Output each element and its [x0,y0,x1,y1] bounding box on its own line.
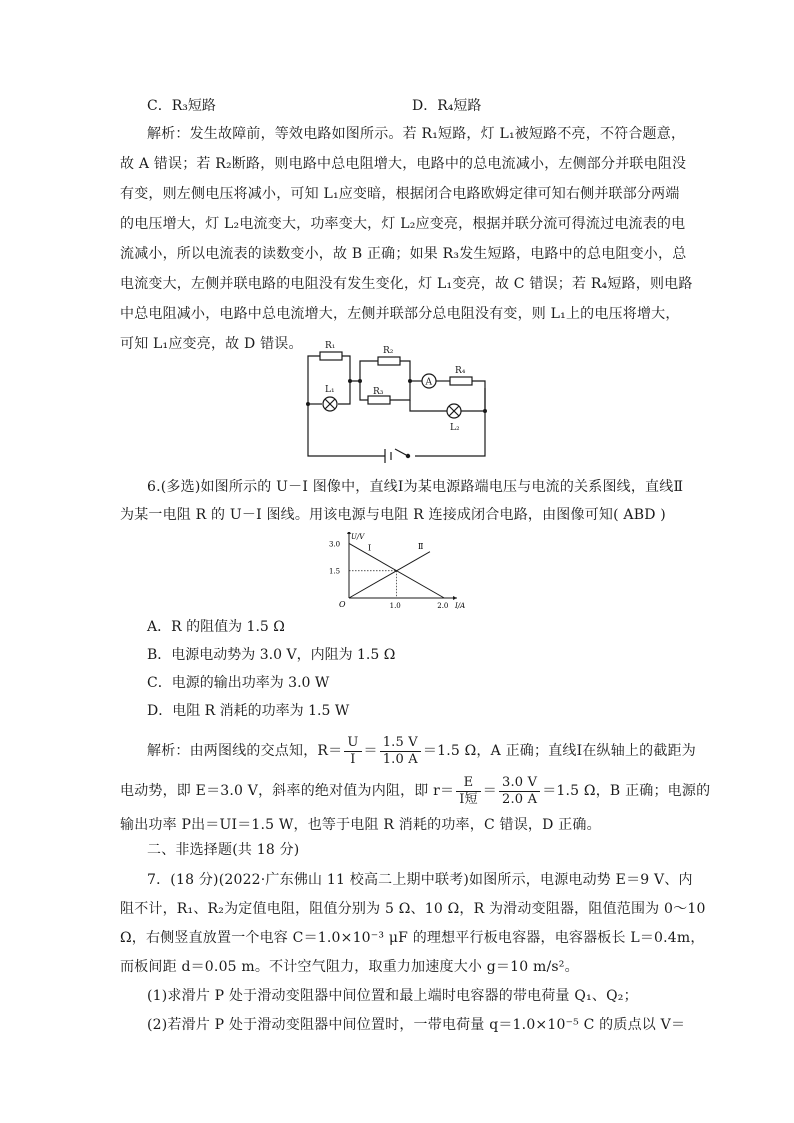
x-tick-label: 1.0 [389,602,401,610]
analysis5-line: 有变，则左侧电压将减小，可知 L₁应变暗，根据闭合电路欧姆定律可知右侧并联部分两端 [120,186,680,202]
q6-option-a: A．R 的阻值为 1.5 Ω [147,619,285,635]
ui-chart [325,532,465,612]
r4-resistor [450,377,472,385]
analysis5-line: 电流变大，左侧并联电路的电阻没有发生变化，灯 L₁变亮，故 C 错误；若 R₄短路，则电路 [120,276,693,292]
analysis5-line: 故 A 错误；若 R₂断路，则电路中总电阻增大，电路中的总电流减小，左侧部分并联电阻没 [120,156,687,172]
option-c-prev: C．R₃短路 [147,98,216,114]
analysis6-line1: 解析：由两图线的交点知，R＝ $\frac{U}{I}$ ＝ $\frac{1.5 V}{1.0 A}$ ＝1.5 Ω，A 正确；直线Ⅰ在纵轴上的截距为 [147,734,696,767]
ammeter-label: A [425,377,432,388]
q6-stem: 6.(多选)如图所示的 U－I 图像中，直线Ⅰ为某电源路端电压与电流的关系图线，直线Ⅱ [147,479,684,495]
q7-stem: Ω，右侧竖直放置一个电容 C＝1.0×10⁻³ μF 的理想平行板电容器，电容器板长 L＝0.4m， [120,930,705,946]
r1-label: R₁ [325,341,336,351]
section-heading: 二、非选择题(共 18 分) [147,842,300,858]
analysis5-line: 中总电阻减小，电路中总电流增大，左侧并联部分总电阻没有变，则 L₁上的电压将增大， [120,306,680,322]
fraction-u-over-i: $\frac{U}{I}$ [344,735,361,768]
series-label-1: Ⅰ [368,543,372,553]
q7-stem: 7．(18 分)(2022·广东佛山 11 校高二上期中联考)如图所示，电源电动势 E＝9 V、内 [147,872,693,888]
l2-label: L₂ [450,423,460,433]
analysis5-line: 可知 L₁应变亮，故 D 错误。 [120,336,303,352]
series-line-2 [349,552,430,598]
x-tick-label: 2.0 [437,602,449,610]
r2-resistor [378,357,400,365]
x-axis-label: I/A [455,602,465,610]
q7-stem: 阻不计，R₁、R₂为定值电阻，阻值分别为 5 Ω、10 Ω，R 为滑动变阻器，阻值范围为 0～10 [120,901,706,917]
fraction-values: $\frac{1.5 V}{1.0 A}$ [380,735,421,768]
y-tick-label: 3.0 [329,540,341,549]
r4-label: R₄ [455,366,466,376]
analysis5-line: 的电压增大，灯 L₂电流变大，功率变大，灯 L₂应变亮，根据并联分流可得流过电流表的电 [120,216,686,232]
fraction-values: $\frac{3.0 V}{2.0 A}$ [499,775,540,808]
q6-option-b: B．电源电动势为 3.0 V，内阻为 1.5 Ω [147,647,396,663]
q6-option-d: D．电阻 R 消耗的功率为 1.5 W [147,703,350,719]
r2-label: R₂ [383,346,394,356]
q7-stem: 而板间距 d＝0.05 m。不计空气阻力，取重力加速度大小 g＝10 m/s²。 [120,959,579,975]
q7-part2: (2)若滑片 P 处于滑动变阻器中间位置时，一带电荷量 q＝1.0×10⁻⁵ C 的质点以 V＝ [147,1017,686,1033]
option-d-prev: D．R₄短路 [412,98,482,114]
analysis6-line3: 输出功率 P出＝UI＝1.5 W，也等于电阻 R 消耗的功率，C 错误，D 正确。 [120,817,601,833]
y-axis-label: U/V [351,533,365,541]
r3-label: R₃ [373,387,384,397]
origin-label: O [339,600,346,609]
y-tick-label: 1.5 [329,567,341,576]
analysis5-line: 流减小，所以电流表的读数变小，故 B 正确；如果 R₃发生短路，电路中的总电阻变小，总 [120,246,687,262]
q6-stem: 为某一电阻 R 的 U－I 图线。用该电源与电阻 R 连接成闭合电路，由图像可知( ABD ) [120,507,666,523]
series-label-2: Ⅱ [418,541,424,551]
x-axis-arrow [453,596,457,600]
analysis6-line2: 电动势，即 E＝3.0 V，斜率的绝对值为内阻，即 r＝ $\frac{E}{\text{I短}}$ ＝ $\frac{3.0 V}{2.0 A}$ ＝1.5 Ω，B 正确；电源的 [120,774,711,807]
r1-resistor [320,352,342,360]
circuit-diagram [300,336,500,466]
r3-resistor [368,396,390,404]
q6-option-c: C．电源的输出功率为 3.0 W [147,675,330,691]
l1-label: L₁ [325,385,335,395]
q7-part1: (1)求滑片 P 处于滑动变阻器中间位置和最上端时电容器的带电荷量 Q₁、Q₂； [147,988,638,1004]
analysis6-text: 电动势，即 E＝3.0 V，斜率的绝对值为内阻，即 r＝ [120,783,455,799]
fraction-e-over-ishort: $\frac{E}{\text{I短}}$ [456,775,481,808]
analysis6-text: ＝1.5 Ω，B 正确；电源的 [542,783,711,799]
analysis6-text: 解析：由两图线的交点知，R＝ [147,743,343,759]
analysis6-text: ＝1.5 Ω，A 正确；直线Ⅰ在纵轴上的截距为 [422,743,696,759]
analysis5-line: 解析：发生故障前，等效电路如图所示。若 R₁短路，灯 L₁被短路不亮，不符合题意， [147,126,686,142]
